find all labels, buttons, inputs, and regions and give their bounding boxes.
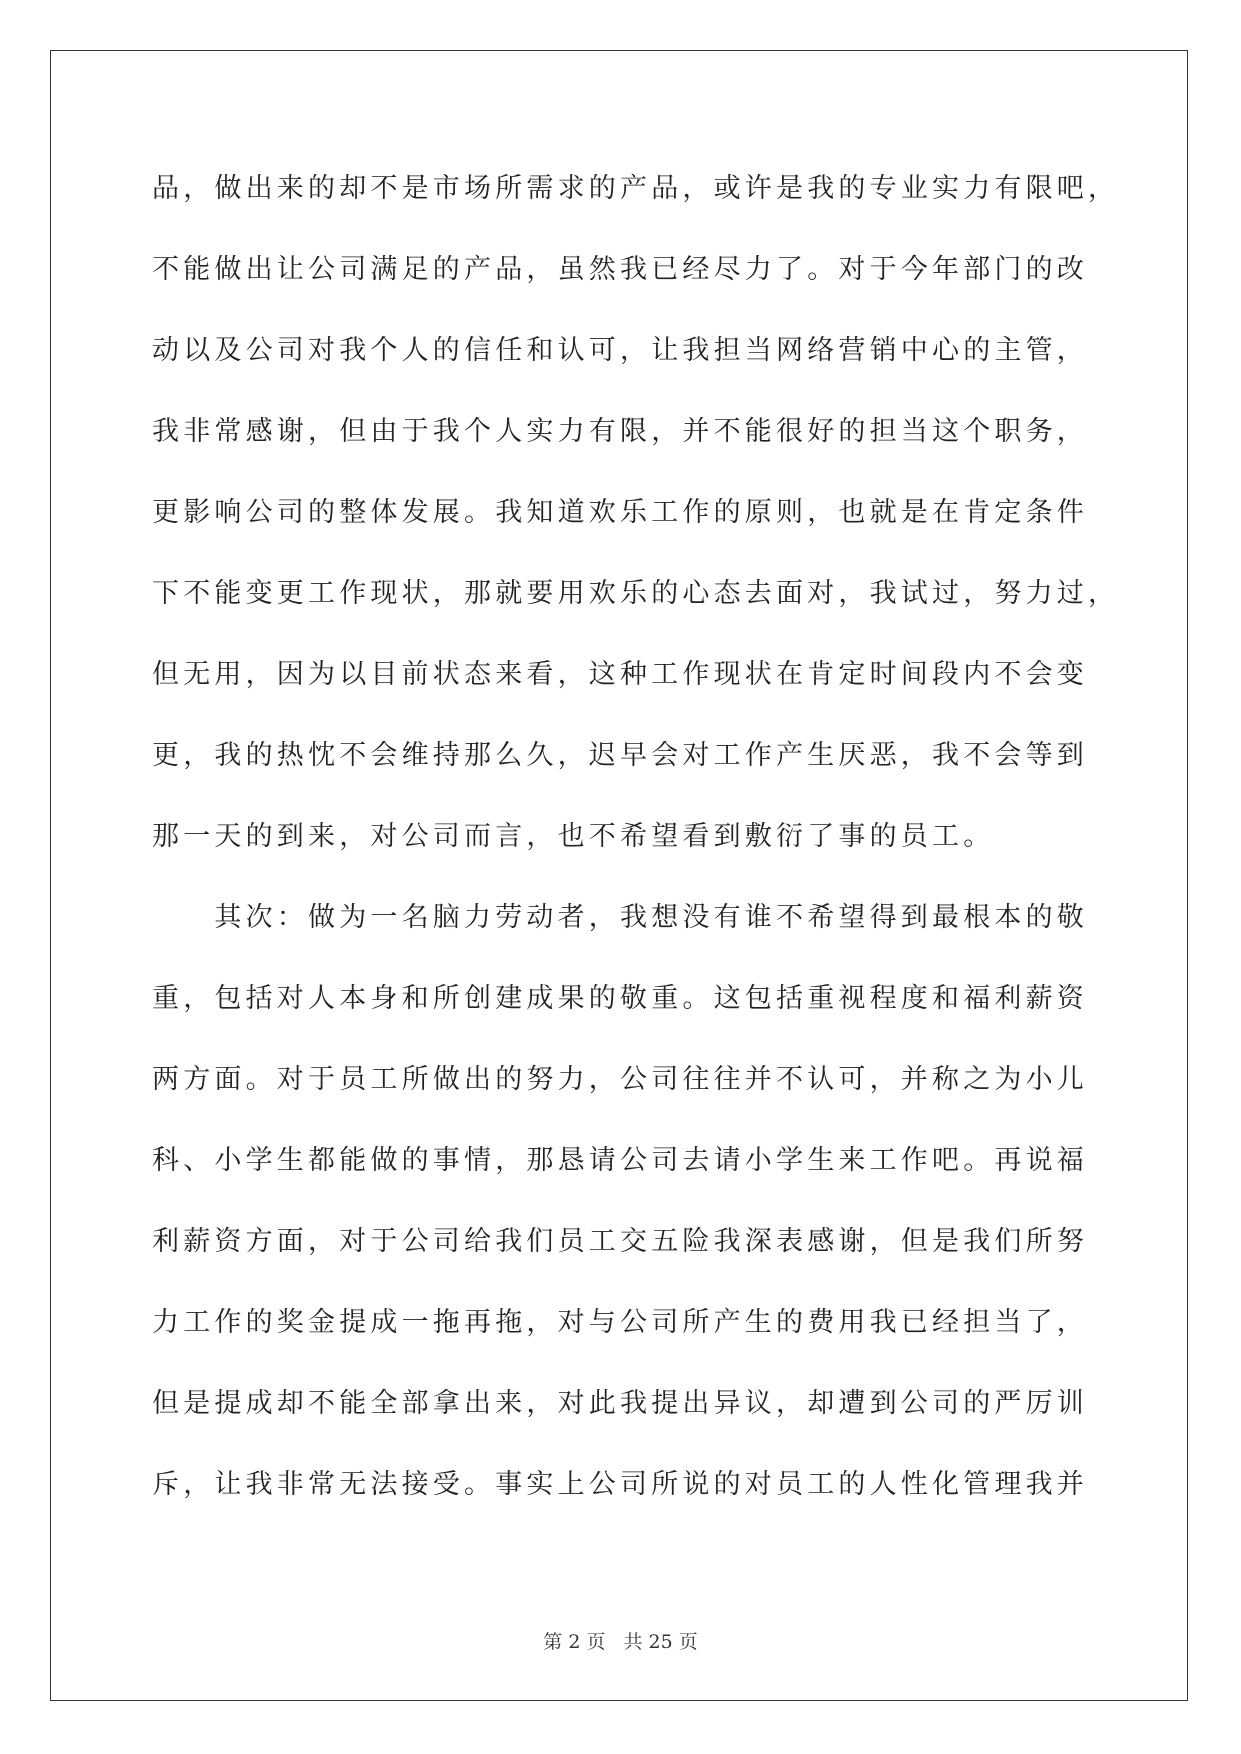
page-footer — [0, 1627, 1241, 1654]
page-total: 共 25 页 — [623, 1631, 698, 1653]
text-line: 品，做出来的却不是市场所需求的产品，或许是我的专业实力有限吧， — [152, 173, 1120, 204]
text-line: 两方面。对于员工所做出的努力，公司往往并不认可，并称之为小儿 — [152, 1064, 1088, 1095]
text-line: 下不能变更工作现状，那就要用欢乐的心态去面对，我试过，努力过， — [152, 578, 1120, 609]
text-line: 斥，让我非常无法接受。事实上公司所说的对员工的人性化管理我并 — [152, 1469, 1088, 1500]
text-line: 重，包括对人本身和所创建成果的敬重。这包括重视程度和福利薪资 — [152, 983, 1088, 1014]
text-line: 动以及公司对我个人的信任和认可，让我担当网络营销中心的主管， — [152, 335, 1088, 366]
text-line: 更，我的热忱不会维持那么久，迟早会对工作产生厌恶，我不会等到 — [152, 740, 1088, 771]
text-line: 科、小学生都能做的事情，那恳请公司去请小学生来工作吧。再说福 — [152, 1145, 1088, 1176]
text-line: 那一天的到来，对公司而言，也不希望看到敷衍了事的员工。 — [152, 821, 995, 852]
text-line: 但是提成却不能全部拿出来，对此我提出异议，却遭到公司的严厉训 — [152, 1388, 1088, 1419]
text-line: 不能做出让公司满足的产品，虽然我已经尽力了。对于今年部门的改 — [152, 254, 1088, 285]
text-line: 力工作的奖金提成一拖再拖，对与公司所产生的费用我已经担当了， — [152, 1307, 1088, 1338]
text-line: 其次：做为一名脑力劳动者，我想没有谁不希望得到最根本的敬 — [152, 902, 1088, 933]
document-body — [152, 173, 1120, 1551]
text-line: 利薪资方面，对于公司给我们员工交五险我深表感谢，但是我们所努 — [152, 1226, 1088, 1257]
text-line: 我非常感谢，但由于我个人实力有限，并不能很好的担当这个职务， — [152, 416, 1088, 447]
text-line: 但无用，因为以目前状态来看，这种工作现状在肯定时间段内不会变 — [152, 659, 1088, 690]
page-number: 第 2 页 — [543, 1631, 606, 1653]
text-line: 更影响公司的整体发展。我知道欢乐工作的原则，也就是在肯定条件 — [152, 497, 1088, 528]
